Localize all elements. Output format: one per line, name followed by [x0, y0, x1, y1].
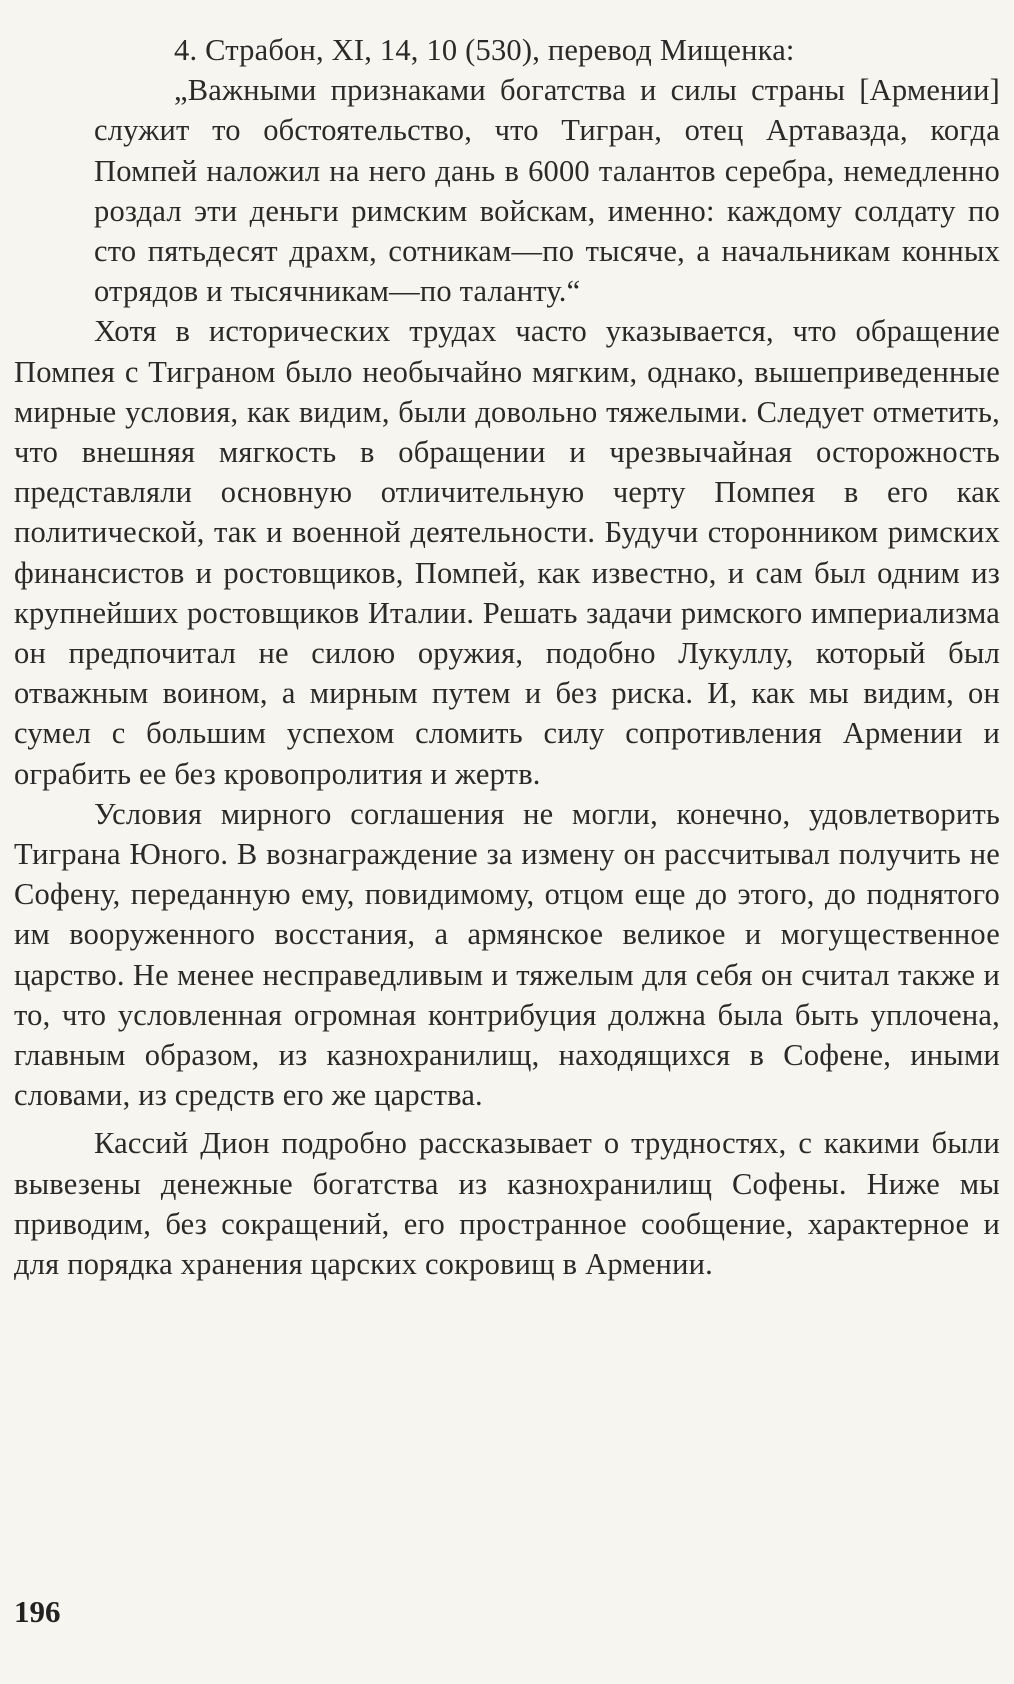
quote-block: [14, 30, 1000, 311]
page-text: [14, 30, 1000, 1284]
page-number: 196: [14, 1594, 61, 1629]
quote-heading: 4. Страбон, XI, 14, 10 (530), перевод Мищенка:: [174, 33, 795, 67]
quote-body: „Важными признаками богатства и силы страны [Армении] служит то обстоятельство, что Тигран, отец Артавазда, когда Помпей наложил на него дань в 6000 талантов серебра, немедленно роздал эти деньги римским войскам, именно: каждому солдату по сто пятьдесят драхм, сотникам—по тысяче, а начальникам конных отрядов и тысячникам—по таланту.“: [94, 73, 1000, 309]
paragraph-cassius-dio: Кассий Дион подробно рассказывает о трудностях, с какими были вывезены денежные богатства из казнохранилищ Софены. Ниже мы приводим, без сокращений, его пространное сообщение, характерное и для порядка хранения царских сокровищ в Армении.: [14, 1126, 1000, 1282]
paragraph-pompey-treatment: Хотя в исторических трудах часто указывается, что обращение Помпея с Тиграном было необычайно мягким, однако, вышеприведенные мирные условия, как видим, были довольно тяжелыми. Следует отметить, что внешняя мягкость в обращении и чрезвычайная осторожность представляли основную отличительную черту Помпея в его как политической, так и военной деятельности. Будучи сторонником римских финансистов и ростовщиков, Помпей, как известно, и сам был одним из крупнейших ростовщиков Италии. Решать задачи римского империализма он предпочитал не силою оружия, подобно Лукуллу, который был отважным воином, а мирным путем и без риска. И, как мы видим, он сумел с большим успехом сломить силу сопротивления Армении и ограбить ее без кровопролития и жертв.: [14, 314, 1000, 791]
paragraph-gap: [14, 1115, 1000, 1123]
paragraph-tigran-young: Условия мирного соглашения не могли, конечно, удовлетворить Тиграна Юного. В вознаграждение за измену он рассчитывал получить не Софену, переданную ему, повидимому, отцом еще до этого, до поднятого им вооруженного восстания, а армянское великое и могущественное царство. Не менее несправедливым и тяжелым для себя он считал также и то, что условленная огромная контрибуция должна была быть уплочена, главным образом, из казнохранилищ, находящихся в Софене, иными словами, из средств его же царства.: [14, 796, 1000, 1113]
